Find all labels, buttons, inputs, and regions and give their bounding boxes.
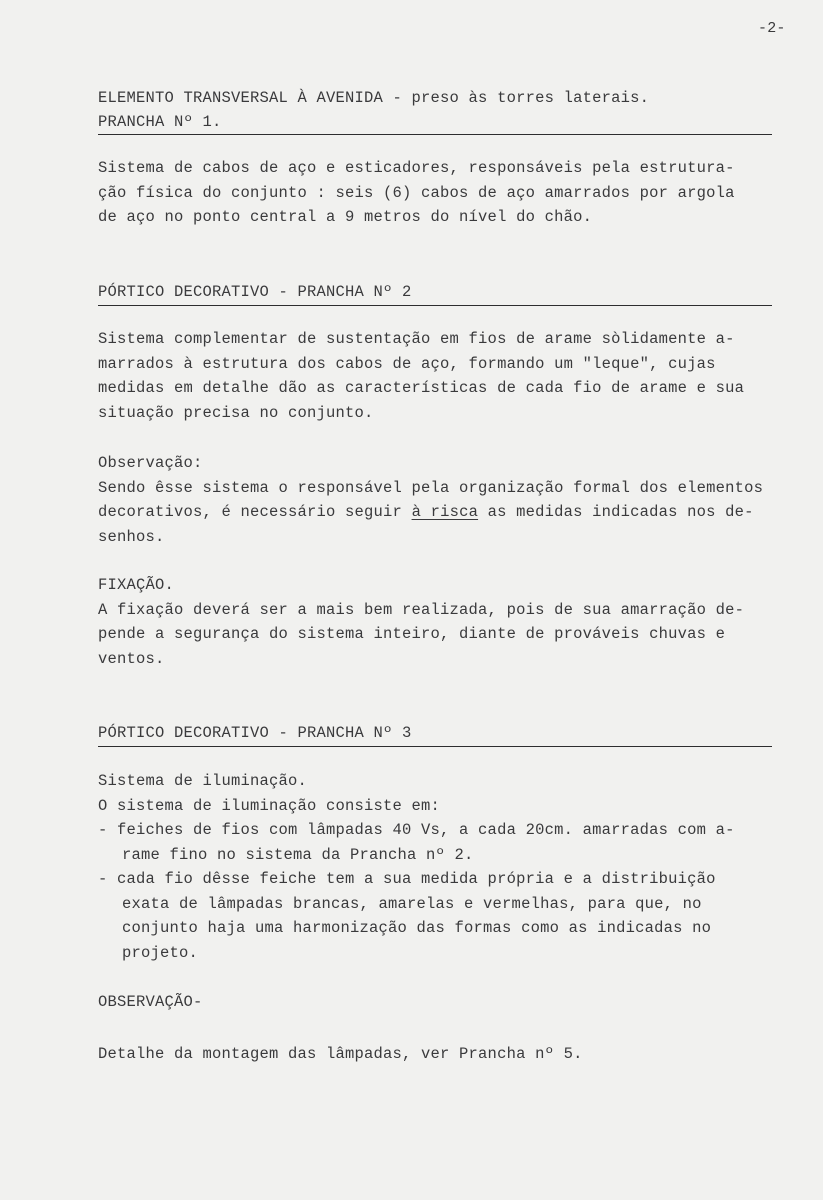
section-2-heading-title: PÓRTICO DECORATIVO - PRANCHA Nº 2 xyxy=(98,283,412,301)
body-line: pende a segurança do sistema inteiro, diante de prováveis chuvas e xyxy=(98,625,726,643)
list-item-line: - feiches de fios com lâmpadas 40 Vs, a cada 20cm. amarradas com a- xyxy=(98,821,735,839)
section-3-rule xyxy=(98,746,772,747)
body-line: de aço no ponto central a 9 metros do nível do chão. xyxy=(98,208,593,226)
section-3-observation xyxy=(98,990,788,1015)
body-line: medidas em detalhe dão as características de cada fio de arame e sua xyxy=(98,379,745,397)
section-2-observation xyxy=(98,451,788,549)
section-2-heading xyxy=(98,280,788,304)
section-3-heading xyxy=(98,721,788,745)
fixation-label: FIXAÇÃO. xyxy=(98,576,175,594)
body-line xyxy=(98,500,788,525)
page-number: -2- xyxy=(758,20,786,37)
list-item-line: projeto. xyxy=(122,943,199,962)
body-line: Sendo êsse sistema o responsável pela organização formal dos elementos xyxy=(98,478,764,497)
section-3-heading-title: PÓRTICO DECORATIVO - PRANCHA Nº 3 xyxy=(98,724,412,742)
section-3-detail xyxy=(98,1042,788,1067)
body-line: senhos. xyxy=(98,527,165,546)
section-1-heading-plate: PRANCHA Nº 1. xyxy=(98,113,222,131)
section-1-body xyxy=(98,156,788,230)
section-2-rule xyxy=(98,305,772,306)
section-3-body xyxy=(98,769,788,965)
section-2-fixation xyxy=(98,573,788,671)
body-line: Detalhe da montagem das lâmpadas, ver Prancha nº 5. xyxy=(98,1045,583,1063)
section-1-heading-title: ELEMENTO TRANSVERSAL À AVENIDA - preso às torres laterais. xyxy=(98,89,650,107)
body-line: A fixação deverá ser a mais bem realizada, pois de sua amarração de- xyxy=(98,600,745,619)
list-item-line: rame fino no sistema da Prancha nº 2. xyxy=(122,845,474,864)
body-line: situação precisa no conjunto. xyxy=(98,403,374,422)
body-line: ventos. xyxy=(98,649,165,668)
body-line: Sistema complementar de sustentação em fios de arame sòlidamente a- xyxy=(98,330,735,348)
body-text: as medidas indicadas nos de- xyxy=(478,503,754,521)
body-line: Sistema de cabos de aço e esticadores, responsáveis pela estrutura- xyxy=(98,159,735,177)
body-line: Sistema de iluminação. xyxy=(98,772,308,790)
underlined-text: à risca xyxy=(411,503,479,521)
body-line: O sistema de iluminação consiste em: xyxy=(98,796,441,815)
section-2-body xyxy=(98,327,788,425)
observation-label: OBSERVAÇÃO- xyxy=(98,993,203,1011)
section-1-rule xyxy=(98,134,772,135)
list-item-line: - cada fio dêsse feiche tem a sua medida própria e a distribuição xyxy=(98,870,716,888)
list-item-line: conjunto haja uma harmonização das formas como as indicadas no xyxy=(122,919,712,937)
body-line: ção física do conjunto : seis (6) cabos de aço amarrados por argola xyxy=(98,183,735,202)
list-item-line: exata de lâmpadas brancas, amarelas e vermelhas, para que, no xyxy=(122,894,702,913)
body-line: marrados à estrutura dos cabos de aço, formando um "leque", cujas xyxy=(98,354,716,373)
observation-label: Observação: xyxy=(98,454,203,472)
body-text: decorativos, é necessário seguir xyxy=(98,503,412,521)
section-1-heading xyxy=(98,86,788,134)
